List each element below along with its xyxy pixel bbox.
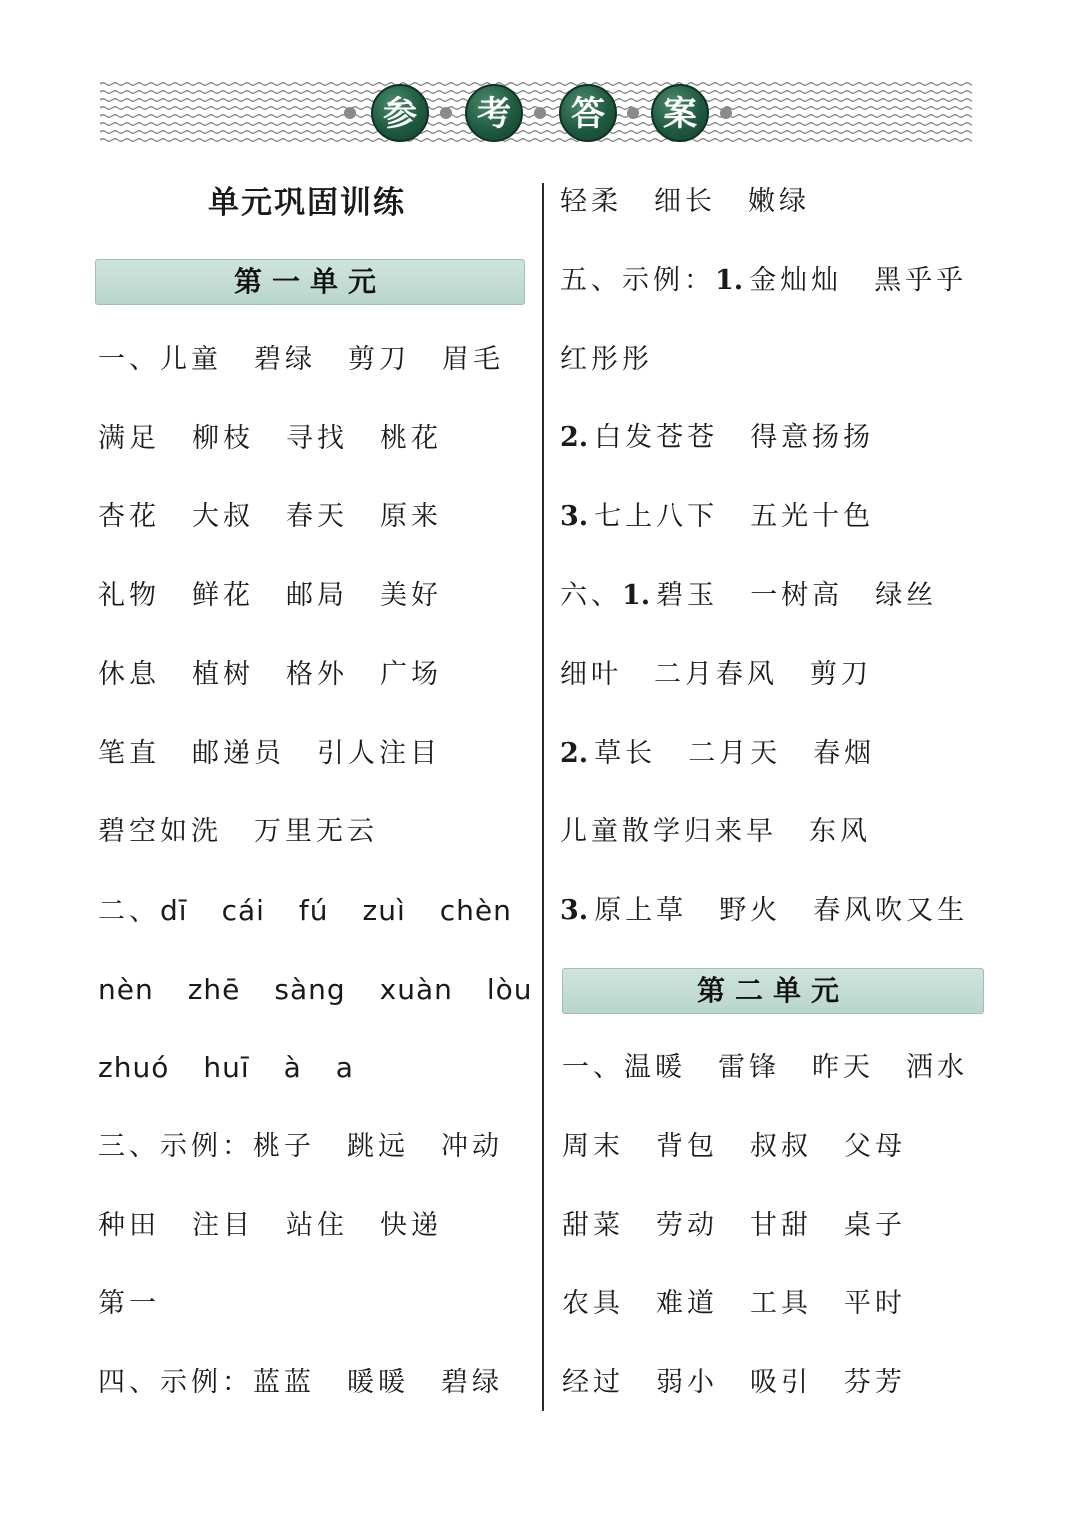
answer-line <box>562 1284 906 1324</box>
word-answer: 格外 <box>286 659 348 690</box>
word-answer: 细叶 <box>560 659 622 690</box>
word-answer: 碧空如洗 <box>98 816 222 847</box>
pinyin-answer: zhuó <box>98 1051 170 1084</box>
answer-line <box>562 1127 906 1167</box>
word-answer: 美好 <box>380 580 442 611</box>
word-answer: 春天 <box>286 501 348 532</box>
answer-line <box>98 1206 442 1246</box>
answer-line <box>560 340 653 380</box>
question-label: 一、 <box>98 344 160 375</box>
word-answer: 跳远 <box>347 1131 409 1162</box>
word-answer: 轻柔 <box>560 186 622 217</box>
word-answer: 邮局 <box>286 580 348 611</box>
word-answer: 昨天 <box>812 1052 874 1083</box>
word-answer: 草长 <box>594 738 657 769</box>
word-answer: 二月天 <box>688 738 782 769</box>
answer-line <box>560 261 967 301</box>
item-number: 2. <box>560 422 589 453</box>
pinyin-answer: chèn <box>439 894 512 927</box>
answer-line <box>98 340 504 380</box>
word-answer: 注目 <box>192 1210 254 1241</box>
pinyin-answer: xuàn <box>379 973 453 1006</box>
word-answer: 快递 <box>380 1210 442 1241</box>
pinyin-answer: huī <box>203 1051 250 1084</box>
item-number: 3. <box>560 501 589 532</box>
word-answer: 周末 <box>562 1131 624 1162</box>
word-answer: 金灿灿 <box>749 265 843 296</box>
question-label: 六、 <box>560 580 622 611</box>
word-answer: 剪刀 <box>810 659 872 690</box>
answer-line <box>560 891 968 931</box>
word-answer: 一树高 <box>750 580 844 611</box>
word-answer: 第一 <box>98 1288 160 1319</box>
banner-char-ball: 答 <box>559 84 617 142</box>
word-answer: 桃子 <box>253 1131 315 1162</box>
answer-line <box>98 734 441 774</box>
word-answer: 背包 <box>656 1131 718 1162</box>
banner-dot <box>440 107 452 119</box>
word-answer: 植树 <box>192 659 254 690</box>
answer-line <box>98 1048 354 1088</box>
word-answer: 叔叔 <box>750 1131 812 1162</box>
word-answer: 蓝蓝 <box>253 1367 315 1398</box>
question-label: 四、示例： <box>98 1367 253 1398</box>
word-answer: 站住 <box>286 1210 348 1241</box>
answer-line <box>98 497 442 537</box>
pinyin-answer: zhē <box>187 973 241 1006</box>
word-answer: 碧玉 <box>656 580 719 611</box>
word-answer: 五光十色 <box>750 501 875 532</box>
pinyin-answer: cái <box>221 894 265 927</box>
word-answer: 剪刀 <box>348 344 410 375</box>
word-answer: 柳枝 <box>192 423 254 454</box>
word-answer: 二月春风 <box>654 659 778 690</box>
word-answer: 种田 <box>98 1210 160 1241</box>
answer-line <box>98 419 442 459</box>
word-answer: 甜菜 <box>562 1210 624 1241</box>
word-answer: 白发苍苍 <box>594 422 719 453</box>
answer-line <box>98 655 442 695</box>
answer-line <box>98 970 533 1010</box>
word-answer: 休息 <box>98 659 160 690</box>
answer-key-banner <box>100 80 972 146</box>
word-answer: 细长 <box>654 186 716 217</box>
word-answer: 冲动 <box>441 1131 503 1162</box>
question-label: 一、 <box>562 1052 624 1083</box>
answer-line <box>98 576 442 616</box>
answer-line <box>98 1363 503 1403</box>
item-number: 1. <box>715 265 744 296</box>
word-answer: 绿丝 <box>875 580 938 611</box>
question-label: 二、 <box>98 896 160 927</box>
item-number: 3. <box>560 895 589 926</box>
word-answer: 芬芳 <box>844 1367 906 1398</box>
word-answer: 红彤彤 <box>560 344 653 375</box>
word-answer: 儿童 <box>160 344 222 375</box>
answer-line <box>562 1206 906 1246</box>
pinyin-answer: zuì <box>362 894 406 927</box>
word-answer: 儿童散学归来早 <box>560 816 777 847</box>
word-answer: 甘甜 <box>750 1210 812 1241</box>
word-answer: 吸引 <box>750 1367 812 1398</box>
word-answer: 碧绿 <box>254 344 316 375</box>
banner-dot <box>627 107 639 119</box>
word-answer: 嫩绿 <box>748 186 810 217</box>
column-divider <box>542 183 544 1411</box>
word-answer: 广场 <box>380 659 442 690</box>
answer-line <box>98 1284 160 1324</box>
word-answer: 笔直 <box>98 738 160 769</box>
section-title: 单元巩固训练 <box>208 185 406 221</box>
answer-line <box>560 812 871 852</box>
banner-dot <box>720 107 732 119</box>
word-answer: 劳动 <box>656 1210 718 1241</box>
word-answer: 邮递员 <box>192 738 285 769</box>
question-label: 三、示例： <box>98 1131 253 1162</box>
answer-line <box>560 182 810 222</box>
item-number: 2. <box>560 738 589 769</box>
word-answer: 东风 <box>809 816 871 847</box>
word-answer: 杏花 <box>98 501 160 532</box>
pinyin-answer: dī <box>160 894 188 927</box>
banner-char-ball: 案 <box>651 84 709 142</box>
word-answer: 平时 <box>844 1288 906 1319</box>
banner-dot <box>344 107 356 119</box>
answer-line <box>560 734 875 774</box>
answer-line <box>560 418 874 458</box>
answer-line <box>98 891 512 932</box>
answer-line <box>562 1363 906 1403</box>
pinyin-answer: a <box>335 1051 354 1084</box>
word-answer: 难道 <box>656 1288 718 1319</box>
item-number: 1. <box>622 580 651 611</box>
answer-line <box>560 576 937 616</box>
pinyin-answer: nèn <box>98 973 154 1006</box>
pinyin-answer: lòu <box>486 973 533 1006</box>
word-answer: 野火 <box>719 895 782 926</box>
word-answer: 七上八下 <box>594 501 719 532</box>
word-answer: 礼物 <box>98 580 160 611</box>
word-answer: 原上草 <box>594 895 688 926</box>
word-answer: 眉毛 <box>442 344 504 375</box>
unit-heading-2: 第二单元 <box>562 968 984 1014</box>
word-answer: 引人注目 <box>317 738 441 769</box>
banner-char-ball: 参 <box>371 84 429 142</box>
pinyin-answer: fú <box>298 894 329 927</box>
banner-char-ball: 考 <box>465 84 523 142</box>
answer-line <box>562 1048 968 1088</box>
word-answer: 满足 <box>98 423 160 454</box>
word-answer: 寻找 <box>286 423 348 454</box>
word-answer: 春风吹又生 <box>813 895 969 926</box>
word-answer: 大叔 <box>192 501 254 532</box>
word-answer: 经过 <box>562 1367 624 1398</box>
pinyin-answer: sàng <box>274 973 346 1006</box>
word-answer: 桃花 <box>380 423 442 454</box>
answer-line <box>98 1127 503 1167</box>
word-answer: 农具 <box>562 1288 624 1319</box>
word-answer: 原来 <box>380 501 442 532</box>
word-answer: 暖暖 <box>347 1367 409 1398</box>
word-answer: 雷锋 <box>718 1052 780 1083</box>
word-answer: 弱小 <box>656 1367 718 1398</box>
word-answer: 父母 <box>844 1131 906 1162</box>
answer-line <box>560 655 872 695</box>
word-answer: 鲜花 <box>192 580 254 611</box>
banner-dot <box>534 107 546 119</box>
pinyin-answer: à <box>283 1051 302 1084</box>
word-answer: 温暖 <box>624 1052 686 1083</box>
answer-line <box>560 497 874 537</box>
word-answer: 桌子 <box>844 1210 906 1241</box>
word-answer: 黑乎乎 <box>874 265 968 296</box>
word-answer: 工具 <box>750 1288 812 1319</box>
word-answer: 洒水 <box>906 1052 968 1083</box>
word-answer: 春烟 <box>813 738 876 769</box>
word-answer: 万里无云 <box>254 816 378 847</box>
answer-line <box>98 812 378 852</box>
word-answer: 得意扬扬 <box>750 422 875 453</box>
unit-heading-1: 第一单元 <box>95 259 525 305</box>
question-label: 五、示例： <box>560 265 715 296</box>
word-answer: 碧绿 <box>441 1367 503 1398</box>
